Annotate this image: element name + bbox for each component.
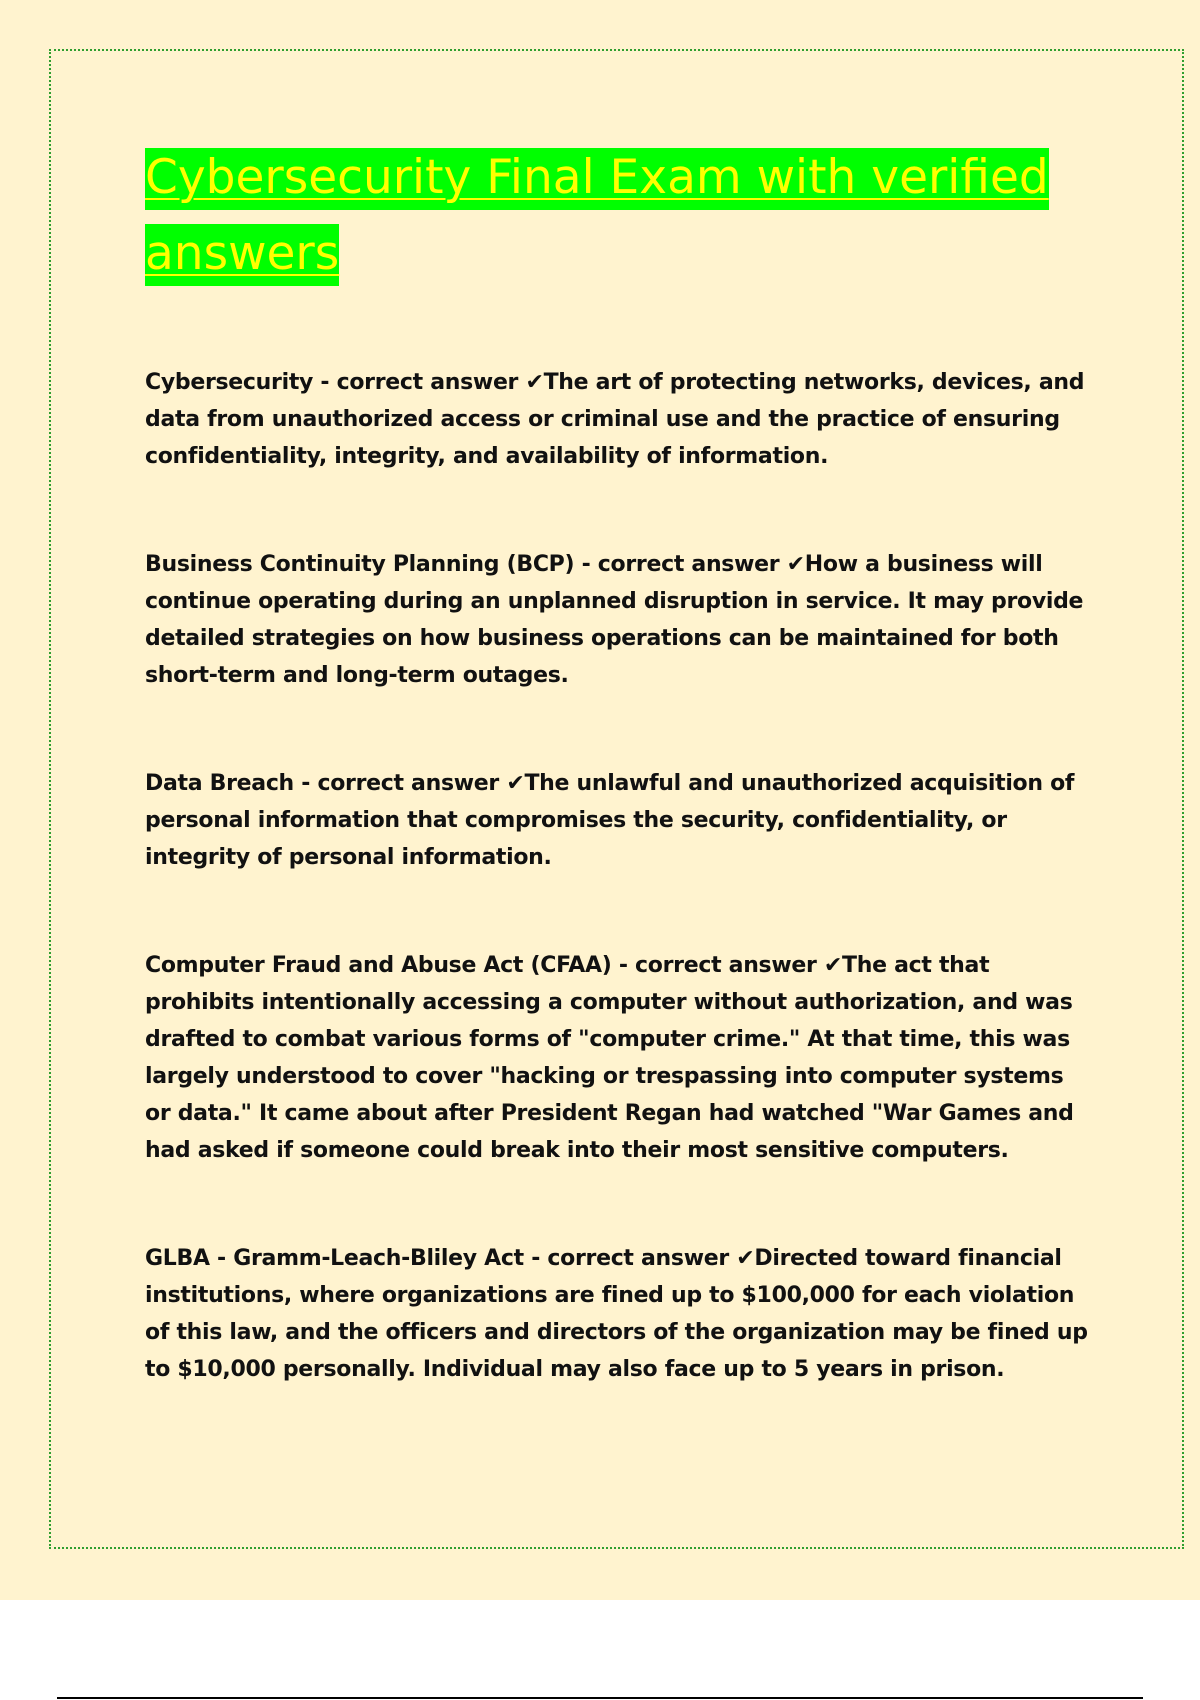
title-highlight: Cybersecurity Final Exam with verified answers <box>145 148 1049 286</box>
qa-entry-bcp: Business Continuity Planning (BCP) - correct answer ✔How a business will continue operating during an unplanned disruption in service. It may provide detailed strategies on how business operations can be maintained for both short-term and long-term outages. <box>145 552 1084 688</box>
qa-entry-glba: GLBA - Gramm-Leach-Bliley Act - correct answer ✔Directed toward financial institutions, where organizations are fined up to $100,000 for each violation of this law, and the officers and directors of the organization may be fined up to $10,000 personally. Individual may also face up to 5 years in prison. <box>145 1246 1088 1382</box>
qa-entry-data-breach: Data Breach - correct answer ✔The unlawful and unauthorized acquisition of personal information that compromises the security, confidentiality, or integrity of personal information. <box>145 771 1075 870</box>
page-bottom-rule <box>57 1697 1143 1699</box>
qa-entry-list <box>145 364 1095 1459</box>
document-title <box>145 140 1075 292</box>
qa-entry-cybersecurity: Cybersecurity - correct answer ✔The art of protecting networks, devices, and data from unauthorized access or criminal use and the practice of ensuring confidentiality, integrity, and availability of information. <box>145 370 1085 469</box>
qa-entry-cfaa: Computer Fraud and Abuse Act (CFAA) - correct answer ✔The act that prohibits intentionally accessing a computer without authorization, and was drafted to combat various forms of "computer crime." At that time, this was largely understood to cover "hacking or trespassing into computer systems or data." It came about after President Regan had watched "War Games and had asked if someone could break into their most sensitive computers. <box>145 953 1074 1163</box>
